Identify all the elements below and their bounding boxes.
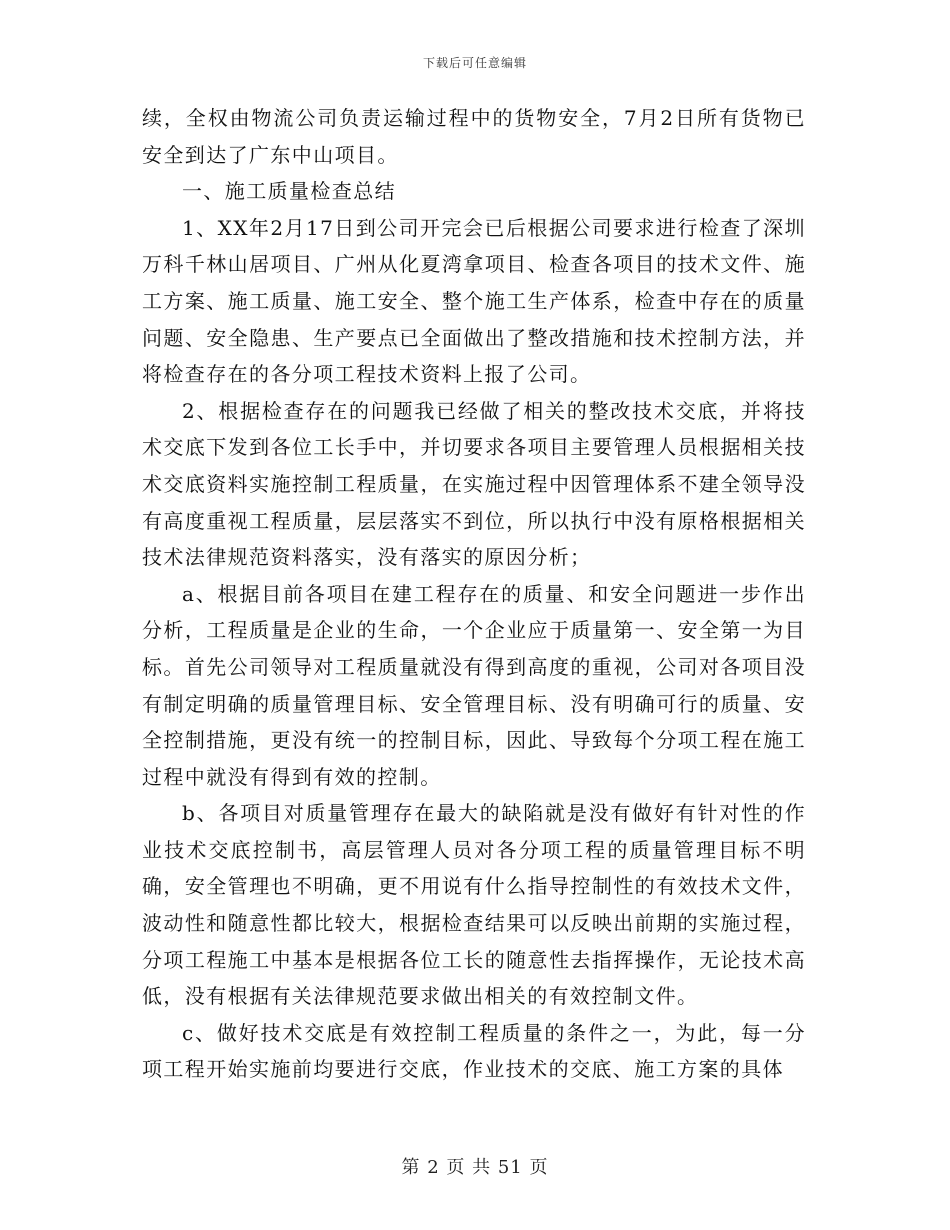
paragraph-item-b: b、各项目对质量管理存在最大的缺陷就是没有做好有针对性的作业技术交底控制书，高层管理人员对各分项工程的质量管理目标不明确，安全管理也不明确，更不用说有什么指导控制性的有效技术文件，波动性和随意性都比较大，根据检查结果可以反映出前期的实施过程，分项工程施工中基本是根据各位工长的随意性去指挥操作，无论技术高低，没有根据有关法律规范要求做出相关的有效控制文件。 xyxy=(142,801,806,1009)
section-heading: 一、施工质量检查总结 xyxy=(182,179,396,204)
document-body xyxy=(142,100,806,1088)
paragraph-item-c: c、做好技术交底是有效控制工程质量的条件之一，为此，每一分项工程开始实施前均要进行交底，作业技术的交底、施工方案的具体 xyxy=(142,1020,806,1082)
page-number-footer: 第 2 页 共 51 页 xyxy=(401,1157,549,1178)
paragraph-continuation: 续，全权由物流公司负责运输过程中的货物安全，7月2日所有货物已安全到达了广东中山项目。 xyxy=(142,106,806,167)
paragraph-item-2: 2、根据检查存在的问题我已经做了相关的整改技术交底，并将技术交底下发到各位工长手中，并切要求各项目主要管理人员根据相关技术交底资料实施控制工程质量，在实施过程中因管理体系不建全领导没有高度重视工程质量，层层落实不到位，所以执行中没有原格根据相关技术法律规范资料落实，没有落实的原因分析； xyxy=(142,398,806,570)
page-header-note: 下载后可任意编辑 xyxy=(422,56,527,70)
paragraph-item-1: 1、XX年2月17日到公司开完会已后根据公司要求进行检查了深圳万科千林山居项目、广州从化夏湾拿项目、检查各项目的技术文件、施工方案、施工质量、施工安全、整个施工生产体系，检查中存在的质量问题、安全隐患、生产要点已全面做出了整改措施和技术控制方法，并将检查存在的各分项工程技术资料上报了公司。 xyxy=(142,215,806,387)
paragraph-item-a: a、根据目前各项目在建工程存在的质量、和安全问题进一步作出分析，工程质量是企业的生命，一个企业应于质量第一、安全第一为目标。首先公司领导对工程质量就没有得到高度的重视，公司对各项目没有制定明确的质量管理目标、安全管理目标、没有明确可行的质量、安全控制措施，更没有统一的控制目标，因此、导致每个分项工程在施工过程中就没有得到有效的控制。 xyxy=(142,581,806,789)
